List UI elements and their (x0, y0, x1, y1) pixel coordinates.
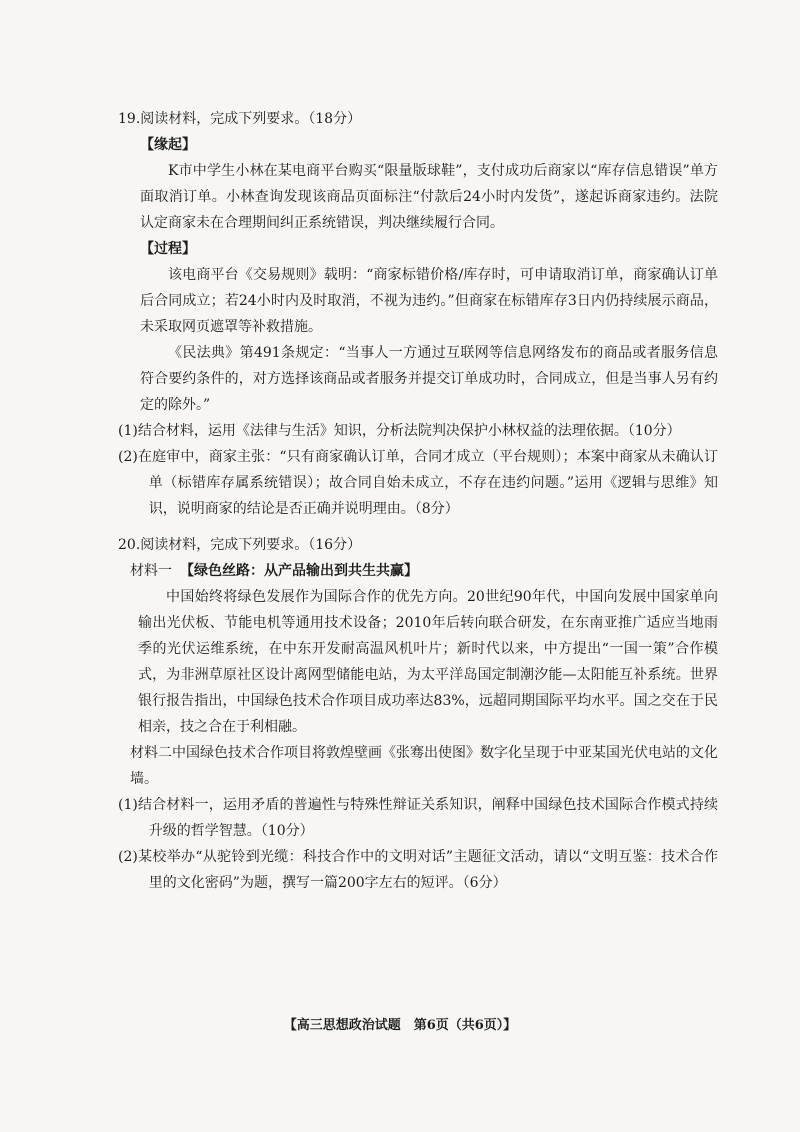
origin-label: 【缘起】 (140, 137, 196, 153)
material-2-label: 材料二 (130, 745, 172, 761)
material-2 (130, 740, 718, 792)
origin-text: K市中学生小林在某电商平台购买“限量版球鞋”，支付成功后商家以“库存信息错误”单方面取消订单。小林查询发现该商品页面标注“付款后24小时内发货”，遂起诉商家违约。法院认定商家未在合理期间纠正系统错误，判决继续履行合同。 (140, 163, 718, 231)
process-text-1: 该电商平台《交易规则》载明：“商家标错价格/库存时，可申请取消订单，商家确认订单后合同成立；若24小时内及时取消，不视为违约。”但商家在标错库存3日内仍持续展示商品，未采取网页遮罩等补救措施。 (140, 267, 718, 335)
question-20-heading: 20.阅读材料，完成下列要求。（16分） (118, 537, 362, 553)
question-19-sub-1: (1)结合材料，运用《法律与生活》知识，分析法院判决保护小林权益的法理依据。（10分） (118, 423, 681, 439)
question-20 (118, 532, 718, 896)
page-footer: 【高三思想政治试题 第6页（共6页）】 (283, 1018, 517, 1033)
process-label: 【过程】 (140, 241, 196, 257)
question-19-heading: 19.阅读材料，完成下列要求。（18分） (118, 111, 362, 127)
material-2-text: 中国绿色技术合作项目将敦煌壁画《张骞出使图》数字化呈现于中亚某国光伏电站的文化墙。 (130, 745, 718, 787)
material-1-title: 【绿色丝路：从产品输出到共生共赢】 (180, 563, 418, 579)
question-20-sub-1: (1)结合材料一，运用矛盾的普遍性与特殊性辩证关系知识，阐释中国绿色技术国际合作模式持续升级的哲学智慧。（10分） (118, 797, 718, 839)
process-text-2: 《民法典》第491条规定：“当事人一方通过互联网等信息网络发布的商品或者服务信息符合要约条件的，对方选择该商品或者服务并提交订单成功时，合同成立，但是当事人另有约定的除外。” (140, 345, 718, 413)
question-20-sub-2: (2)某校举办“从驼铃到光缆：科技合作中的文明对话”主题征文活动，请以“文明互鉴：技术合作里的文化密码”为题，撰写一篇200字左右的短评。（6分） (118, 849, 718, 891)
material-1-label: 材料一 (130, 563, 172, 579)
material-1-text: 中国始终将绿色发展作为国际合作的优先方向。20世纪90年代，中国向发展中国家单向输出光伏板、节能电机等通用技术设备；2010年后转向联合研发，在东南亚推广适应当地雨季的光伏运维系统，在中东开发耐高温风机叶片；新时代以来，中方提出“一国一策”合作模式，为非洲草原社区设计离网型储能电站，为太平洋岛国定制潮汐能—太阳能互补系统。世界银行报告指出，中国绿色技术合作项目成功率达83%，远超同期国际平均水平。国之交在于民相亲，技之合在于利相融。 (138, 589, 718, 735)
question-19 (118, 106, 718, 522)
material-1-header (130, 558, 718, 584)
question-19-sub-2: (2)在庭审中，商家主张：“只有商家确认订单，合同才成立（平台规则）；本案中商家从未确认订单（标错库存属系统错误）；故合同自始未成立，不存在违约问题。”运用《逻辑与思维》知识，说明商家的结论是否正确并说明理由。（8分） (118, 449, 718, 517)
